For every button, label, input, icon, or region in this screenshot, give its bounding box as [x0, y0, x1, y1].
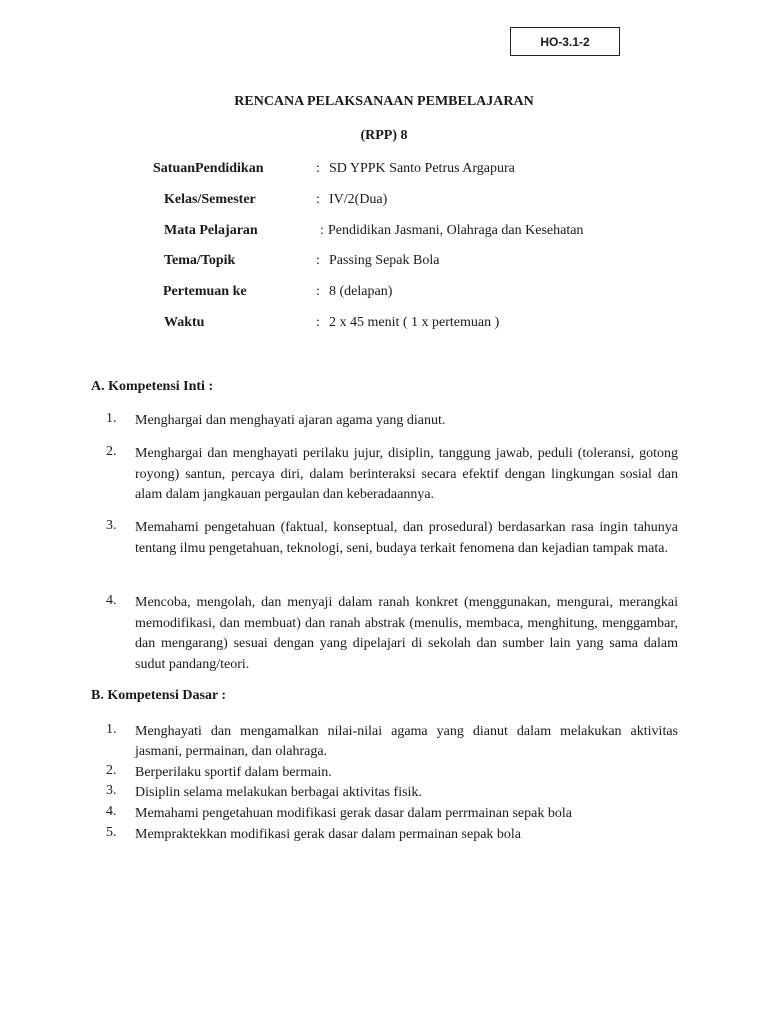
list-item-text: Disiplin selama melakukan berbagai aktivitas fisik.	[135, 785, 422, 800]
section-heading-kompetensi-inti: A. Kompetensi Inti :	[91, 379, 214, 394]
identity-value: 2 x 45 menit ( 1 x pertemuan )	[329, 315, 500, 330]
list-item-number: 2.	[106, 444, 117, 459]
identity-value: SD YPPK Santo Petrus Argapura	[329, 161, 515, 176]
document-code: HO-3.1-2	[540, 34, 590, 49]
identity-value: IV/2(Dua)	[329, 192, 388, 207]
list-item-number: 1.	[106, 722, 117, 737]
list-item-text: Menghargai dan menghayati perilaku jujur, disiplin, tanggung jawab, peduli (toleransi, gotong royong) santun, percaya diri, dalam berinteraksi secara efektif dengan lingkungan sosial dan alam dalam jangkauan pergaulan dan keberadaannya.	[135, 446, 678, 502]
document-title: RENCANA PELAKSANAAN PEMBELAJARAN	[234, 94, 534, 109]
list-item-number: 4.	[106, 804, 117, 819]
identity-colon: :	[320, 223, 324, 238]
list-item-number: 3.	[106, 783, 117, 798]
list-item-text: Menghargai dan menghayati ajaran agama yang dianut.	[135, 413, 446, 428]
identity-label: Mata Pelajaran	[164, 223, 258, 238]
document-code-box	[510, 27, 620, 56]
identity-label: Waktu	[164, 315, 205, 330]
identity-colon: :	[316, 161, 320, 176]
list-item-text: Berperilaku sportif dalam bermain.	[135, 765, 332, 780]
list-item-text: Memahami pengetahuan (faktual, konseptual, dan prosedural) berdasarkan rasa ingin tahunya tentang ilmu pengetahuan, teknologi, seni, budaya terkait fenomena dan kejadian tampak mata.	[135, 520, 678, 556]
identity-label: Tema/Topik	[164, 253, 236, 268]
identity-label: Pertemuan ke	[163, 284, 247, 299]
list-item-text: Mempraktekkan modifikasi gerak dasar dalam permainan sepak bola	[135, 827, 522, 842]
list-item-number: 2.	[106, 763, 117, 778]
document-subtitle	[0, 128, 768, 144]
identity-label: Kelas/Semester	[164, 192, 256, 207]
identity-value: 8 (delapan)	[329, 284, 393, 299]
list-item-text: Memahami pengetahuan modifikasi gerak dasar dalam perrmainan sepak bola	[135, 806, 572, 821]
identity-colon: :	[316, 284, 320, 299]
list-item-number: 5.	[106, 825, 117, 840]
identity-colon: :	[316, 253, 320, 268]
list-item-text: Menghayati dan mengamalkan nilai-nilai agama yang dianut dalam melakukan aktivitas jasmani, permainan, dan olahraga.	[135, 724, 678, 759]
list-item-number: 1.	[106, 411, 117, 426]
list-item-number: 3.	[106, 518, 117, 533]
list-item-text: Mencoba, mengolah, dan menyaji dalam ranah konkret (menggunakan, mengurai, merangkai memodifikasi, dan membuat) dan ranah abstrak (menulis, membaca, menghitung, menggambar, dan mengarang) sesuai dengan yang dipelajari di sekolah dan sumber lain yang sama dalam sudut pandang/teori.	[135, 595, 678, 672]
section-heading-kompetensi-dasar: B. Kompetensi Dasar :	[91, 688, 227, 703]
identity-colon: :	[316, 192, 320, 207]
identity-value: Passing Sepak Bola	[329, 253, 440, 268]
rpp-number: (RPP) 8	[360, 128, 408, 143]
identity-colon: :	[316, 315, 320, 330]
identity-value: Pendidikan Jasmani, Olahraga dan Kesehatan	[328, 223, 584, 238]
identity-label: SatuanPendidikan	[153, 161, 264, 176]
list-item-number: 4.	[106, 593, 117, 608]
